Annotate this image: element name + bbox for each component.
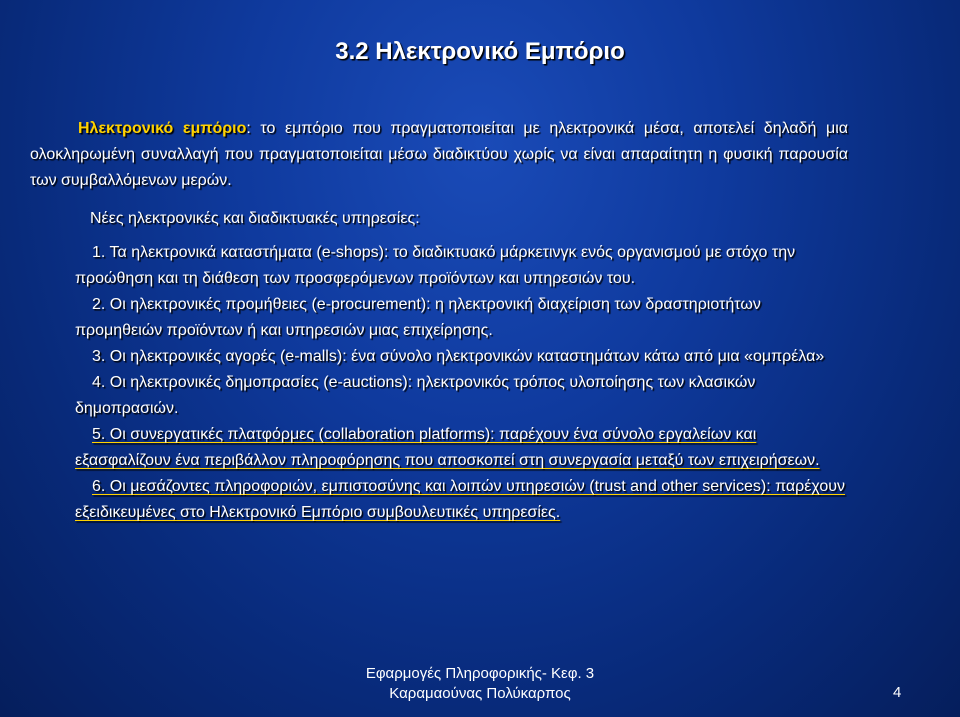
intro-term: Ηλεκτρονικό εμπόριο <box>78 120 247 137</box>
item-5-text: 5. Οι συνεργατικές πλατφόρμες (collaboration platforms): παρέχουν ένα σύνολο εργαλείων και εξασφαλίζουν ένα περιβάλλον πληροφόρησης που αποσκοπεί στη συνεργασία μεταξύ των επιχειρήσεων. <box>75 426 820 469</box>
list-item <box>75 422 845 474</box>
item-2-text: 2. Οι ηλεκτρονικές προμήθειες (e-procurement): η ηλεκτρονική διαχείριση των δραστηριοτήτων προμηθειών προϊόντων ή και υπηρεσιών μιας επιχείρησης. <box>75 296 761 339</box>
intro-text: : το εμπόριο που πραγματοποιείται με ηλεκτρονικά μέσα, αποτελεί δηλαδή μια ολοκληρωμένη συναλλαγή που πραγματοποιείται μέσω διαδικτύου χωρίς να είναι απαραίτητη η φυσική παρουσία των συμβαλλόμενων μερών. <box>30 120 849 189</box>
services-heading: Νέες ηλεκτρονικές και διαδικτυακές υπηρεσίες: <box>90 210 420 227</box>
services-list <box>75 240 845 526</box>
item-4-text: 4. Οι ηλεκτρονικές δημοπρασίες (e-auctions): ηλεκτρονικός τρόπος υλοποίησης των κλασικών δημοπρασιών. <box>75 374 756 417</box>
item-1-text: 1. Τα ηλεκτρονικά καταστήματα (e-shops): το διαδικτυακό μάρκετινγκ ενός οργανισμού με στόχο την προώθηση και τη διάθεση των προσφερόμενων προϊόντων και υπηρεσιών του. <box>75 244 796 287</box>
list-item <box>75 292 845 344</box>
footer-author: Καραμαούνας Πολύκαρπος <box>389 685 571 702</box>
item-3-text: 3. Οι ηλεκτρονικές αγορές (e-malls): ένα σύνολο ηλεκτρονικών καταστημάτων κάτω από μια «ομπρέλα» <box>92 348 825 365</box>
list-item <box>75 240 845 292</box>
page-number: 4 <box>893 684 902 701</box>
slide-title: 3.2 Ηλεκτρονικό Εμπόριο <box>335 38 625 65</box>
list-item <box>75 474 845 526</box>
footer-course: Εφαρμογές Πληροφορικής- Κεφ. 3 <box>365 665 595 682</box>
list-item <box>75 370 845 422</box>
list-item <box>75 344 845 370</box>
intro-paragraph <box>30 116 848 194</box>
item-6-text: 6. Οι μεσάζοντες πληροφοριών, εμπιστοσύνης και λοιπών υπηρεσιών (trust and other services): παρέχουν εξειδικευμένες στο Ηλεκτρονικό Εμπόριο συμβουλευτικές υπηρεσίες. <box>75 478 846 521</box>
footer <box>0 664 960 704</box>
